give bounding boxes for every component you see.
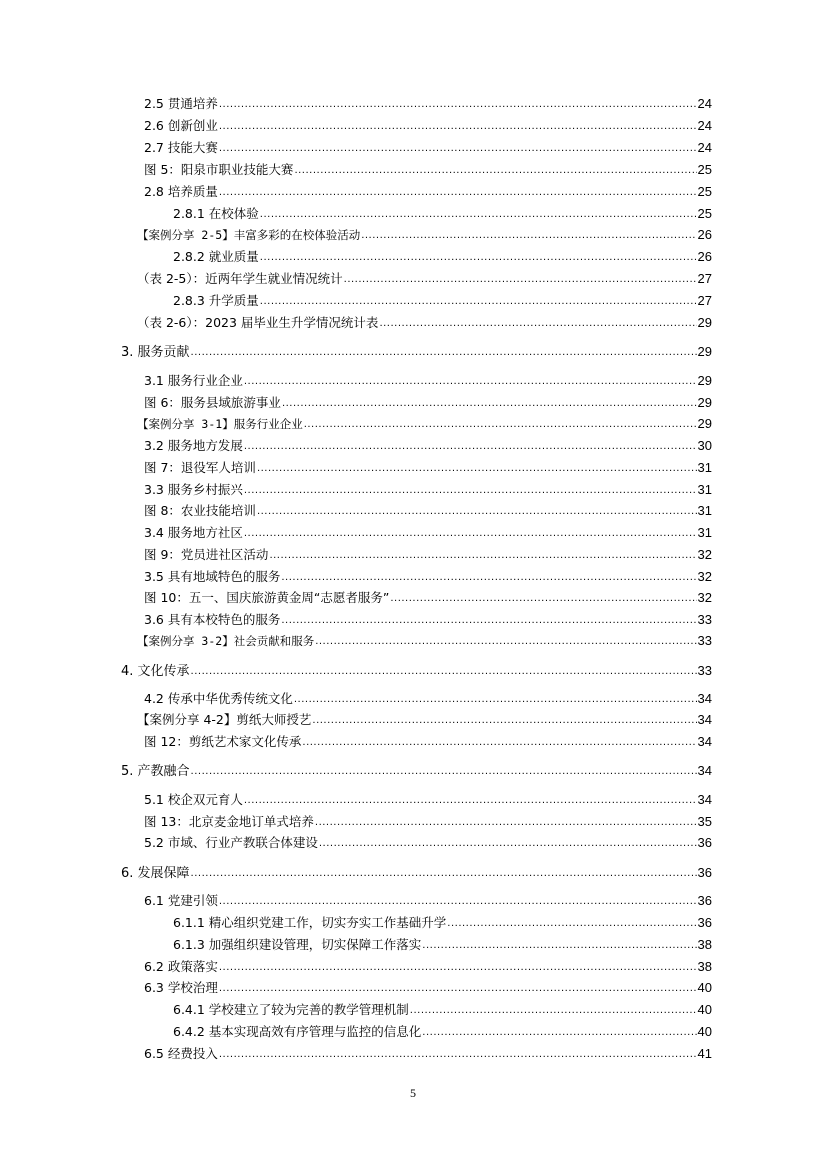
- toc-leader-dots: [344, 271, 697, 289]
- toc-leader-dots: [422, 937, 696, 955]
- toc-entry-page: 26: [697, 249, 712, 264]
- toc-entry[interactable]: [144, 1045, 712, 1063]
- toc-entry-page: 25: [697, 206, 712, 221]
- toc-leader-dots: [315, 814, 697, 832]
- toc-leader-dots: [219, 1046, 697, 1064]
- toc-entry-page: 36: [697, 915, 712, 930]
- toc-leader-dots: [281, 569, 696, 587]
- toc-entry-label: 4.2 传承中华优秀传统文化: [144, 691, 293, 706]
- toc-entry-page: 36: [697, 865, 712, 880]
- toc-entry-page: 40: [697, 980, 712, 995]
- toc-entry-page: 31: [697, 503, 712, 518]
- toc-entry-label: 2.6 创新创业: [144, 118, 218, 133]
- toc-entry-label: 图 6：服务县域旅游事业: [144, 395, 281, 410]
- toc-leader-dots: [319, 835, 697, 853]
- toc-entry-page: 29: [697, 416, 712, 431]
- toc-entry-label: 6.2 政策落实: [144, 959, 218, 974]
- toc-entry-page: 24: [697, 140, 712, 155]
- toc-entry[interactable]: [173, 936, 712, 954]
- toc-entry[interactable]: [144, 892, 712, 910]
- toc-entry[interactable]: [144, 733, 712, 751]
- toc-leader-dots: [390, 590, 696, 608]
- toc-entry-page: 34: [697, 792, 712, 807]
- toc-leader-dots: [257, 460, 697, 478]
- toc-entry-page: 33: [697, 663, 712, 678]
- toc-entry-page: 25: [697, 162, 712, 177]
- toc-entry-page: 40: [697, 1024, 712, 1039]
- toc-entry[interactable]: [144, 139, 712, 157]
- toc-entry-label: 3. 服务贡献: [121, 345, 190, 360]
- toc-leader-dots: [361, 227, 696, 245]
- toc-entry-page: 33: [697, 612, 712, 627]
- toc-entry-page: 32: [697, 590, 712, 605]
- toc-entry-label: 2.5 贯通培养: [144, 96, 218, 111]
- toc-entry[interactable]: [173, 914, 712, 932]
- toc-entry-page: 29: [697, 373, 712, 388]
- toc-entry-label: 图 5：阳泉市职业技能大赛: [144, 162, 294, 177]
- toc-entry[interactable]: [144, 568, 712, 586]
- toc-entry-page: 38: [697, 937, 712, 952]
- toc-entry[interactable]: [144, 979, 712, 997]
- toc-entry-label: 3.5 具有地域特色的服务: [144, 569, 281, 584]
- toc-entry-label: 图 12：剪纸艺术家文化传承: [144, 734, 302, 749]
- toc-entry[interactable]: [173, 292, 712, 310]
- toc-entry-page: 34: [697, 712, 712, 727]
- toc-entry-page: 24: [697, 96, 712, 111]
- toc-entry-label: 图 8：农业技能培训: [144, 503, 256, 518]
- toc-entry-page: 35: [697, 814, 712, 829]
- toc-entry[interactable]: [173, 248, 712, 266]
- toc-entry-label: 3.6 具有本校特色的服务: [144, 612, 281, 627]
- toc-entry-label: 2.8.1 在校体验: [173, 206, 259, 221]
- toc-entry-page: 27: [697, 293, 712, 308]
- toc-leader-dots: [260, 206, 697, 224]
- toc-entry-page: 34: [697, 763, 712, 778]
- toc-entry-page: 30: [697, 438, 712, 453]
- toc-section[interactable]: [121, 762, 712, 780]
- toc-entry-label: 5.1 校企双元育人: [144, 792, 243, 807]
- toc-entry-page: 40: [697, 1002, 712, 1017]
- toc-entry-page: 31: [697, 525, 712, 540]
- toc-entry[interactable]: [144, 459, 712, 477]
- toc-leader-dots: [304, 416, 697, 434]
- toc-entry[interactable]: [144, 117, 712, 135]
- toc-leader-dots: [447, 915, 696, 933]
- toc-entry-label: 3.3 服务乡村振兴: [144, 482, 243, 497]
- toc-entry-label: （表 2-6）：2023 届毕业生升学情况统计表: [137, 315, 379, 330]
- toc-entry[interactable]: [137, 632, 712, 650]
- toc-leader-dots: [312, 712, 696, 730]
- toc-entry[interactable]: [144, 611, 712, 629]
- toc-entry-label: 2.8 培养质量: [144, 184, 218, 199]
- toc-entry-page: 38: [697, 959, 712, 974]
- toc-entry-label: 6.4.2 基本实现高效有序管理与监控的信息化: [173, 1024, 422, 1039]
- toc-section[interactable]: [121, 864, 712, 882]
- toc-entry-label: 6.1.3 加强组织建设管理，切实保障工作落实: [173, 937, 422, 952]
- toc-entry[interactable]: [144, 183, 712, 201]
- toc-leader-dots: [219, 96, 697, 114]
- toc-leader-dots: [244, 525, 697, 543]
- toc-leader-dots: [379, 315, 696, 333]
- toc-entry-label: 2.8.3 升学质量: [173, 293, 259, 308]
- toc-leader-dots: [315, 633, 696, 651]
- toc-entry-page: 31: [697, 460, 712, 475]
- toc-entry-page: 32: [697, 547, 712, 562]
- toc-leader-dots: [244, 792, 697, 810]
- toc-leader-dots: [410, 1002, 697, 1020]
- toc-entry-label: 3.1 服务行业企业: [144, 373, 243, 388]
- toc-entry[interactable]: [144, 481, 712, 499]
- toc-entry-label: 图 10：五一、国庆旅游黄金周“志愿者服务”: [144, 590, 390, 605]
- toc-leader-dots: [219, 118, 697, 136]
- toc-entry-label: 【案例分享 3-2】社会贡献和服务: [137, 634, 315, 648]
- toc-entry[interactable]: [144, 394, 712, 412]
- toc-entry-label: 6. 发展保障: [121, 866, 190, 881]
- toc-entry-label: （表 2-5）：近两年学生就业情况统计: [137, 271, 343, 286]
- toc-entry-page: 29: [697, 344, 712, 359]
- toc-leader-dots: [422, 1024, 696, 1042]
- toc-leader-dots: [302, 734, 696, 752]
- toc-entry-page: 41: [697, 1046, 712, 1061]
- toc-entry-label: 【案例分享 2-5】丰富多彩的在校体验活动: [137, 228, 361, 242]
- toc-leader-dots: [294, 691, 697, 709]
- toc-entry[interactable]: [173, 1023, 712, 1041]
- toc-entry-label: 4. 文化传承: [121, 664, 190, 679]
- toc-entry[interactable]: [144, 589, 712, 607]
- toc-entry[interactable]: [144, 958, 712, 976]
- toc-entry-page: 26: [697, 227, 712, 242]
- toc-leader-dots: [281, 612, 696, 630]
- toc-entry-page: 29: [697, 315, 712, 330]
- page-number: 5: [410, 1086, 416, 1100]
- toc-entry-page: 32: [697, 569, 712, 584]
- toc-leader-dots: [219, 893, 697, 911]
- toc-leader-dots: [257, 503, 697, 521]
- toc-entry-label: 图 9：党员进社区活动: [144, 547, 269, 562]
- toc-entry[interactable]: [137, 711, 712, 729]
- toc-entry[interactable]: [144, 834, 712, 852]
- toc-entry[interactable]: [144, 791, 712, 809]
- toc-entry[interactable]: [144, 690, 712, 708]
- toc-entry-label: 3.2 服务地方发展: [144, 438, 243, 453]
- toc-entry[interactable]: [144, 95, 712, 113]
- toc-entry-page: 31: [697, 482, 712, 497]
- toc-entry[interactable]: [137, 314, 712, 332]
- toc-entry[interactable]: [173, 205, 712, 223]
- toc-leader-dots: [244, 373, 697, 391]
- toc-entry-page: 24: [697, 118, 712, 133]
- toc-entry[interactable]: [137, 415, 712, 433]
- toc-entry-label: 6.5 经费投入: [144, 1046, 218, 1061]
- toc-entry-page: 34: [697, 734, 712, 749]
- toc-entry[interactable]: [144, 502, 712, 520]
- toc-entry[interactable]: [144, 372, 712, 390]
- toc-entry-label: 6.3 学校治理: [144, 980, 218, 995]
- toc-entry[interactable]: [144, 813, 712, 831]
- toc-leader-dots: [294, 162, 696, 180]
- toc-leader-dots: [260, 249, 697, 267]
- toc-entry-page: 34: [697, 691, 712, 706]
- toc-entry-page: 36: [697, 835, 712, 850]
- toc-entry-label: 图 7：退役军人培训: [144, 460, 256, 475]
- toc-entry[interactable]: [144, 161, 712, 179]
- toc-leader-dots: [244, 482, 697, 500]
- toc-entry-label: 【案例分享 3-1】服务行业企业: [137, 417, 303, 431]
- toc-entry-label: 3.4 服务地方社区: [144, 525, 243, 540]
- toc-section[interactable]: [121, 662, 712, 680]
- toc-entry-label: 5.2 市域、行业产教联合体建设: [144, 835, 318, 850]
- toc-leader-dots: [219, 184, 697, 202]
- toc-leader-dots: [191, 865, 697, 883]
- toc-leader-dots: [191, 344, 697, 362]
- toc-leader-dots: [219, 980, 697, 998]
- toc-entry[interactable]: [144, 546, 712, 564]
- toc-leader-dots: [269, 547, 696, 565]
- toc-leader-dots: [191, 763, 697, 781]
- toc-entry-label: 6.1 党建引领: [144, 893, 218, 908]
- toc-entry-label: 6.4.1 学校建立了较为完善的教学管理机制: [173, 1002, 409, 1017]
- toc-entry-page: 27: [697, 271, 712, 286]
- toc-entry-label: 2.8.2 就业质量: [173, 249, 259, 264]
- toc-leader-dots: [244, 438, 697, 456]
- toc-leader-dots: [219, 959, 697, 977]
- toc-entry[interactable]: [137, 226, 712, 244]
- toc-leader-dots: [191, 663, 697, 681]
- toc-entry-label: 5. 产教融合: [121, 764, 190, 779]
- toc-leader-dots: [219, 140, 697, 158]
- toc-entry-page: 36: [697, 893, 712, 908]
- toc-entry-label: 2.7 技能大赛: [144, 140, 218, 155]
- toc-entry[interactable]: [173, 1001, 712, 1019]
- toc-entry-label: 6.1.1 精心组织党建工作，切实夯实工作基础升学: [173, 915, 447, 930]
- toc-entry-page: 33: [697, 633, 712, 648]
- toc-leader-dots: [260, 293, 697, 311]
- toc-entry-page: 29: [697, 395, 712, 410]
- toc-entry[interactable]: [137, 270, 712, 288]
- toc-entry[interactable]: [144, 524, 712, 542]
- toc-entry[interactable]: [144, 437, 712, 455]
- toc-section[interactable]: [121, 343, 712, 361]
- toc-leader-dots: [282, 395, 697, 413]
- toc-entry-label: 【案例分享 4-2】剪纸大师授艺: [137, 712, 312, 727]
- toc-entry-label: 图 13：北京麦金地订单式培养: [144, 814, 314, 829]
- toc-entry-page: 25: [697, 184, 712, 199]
